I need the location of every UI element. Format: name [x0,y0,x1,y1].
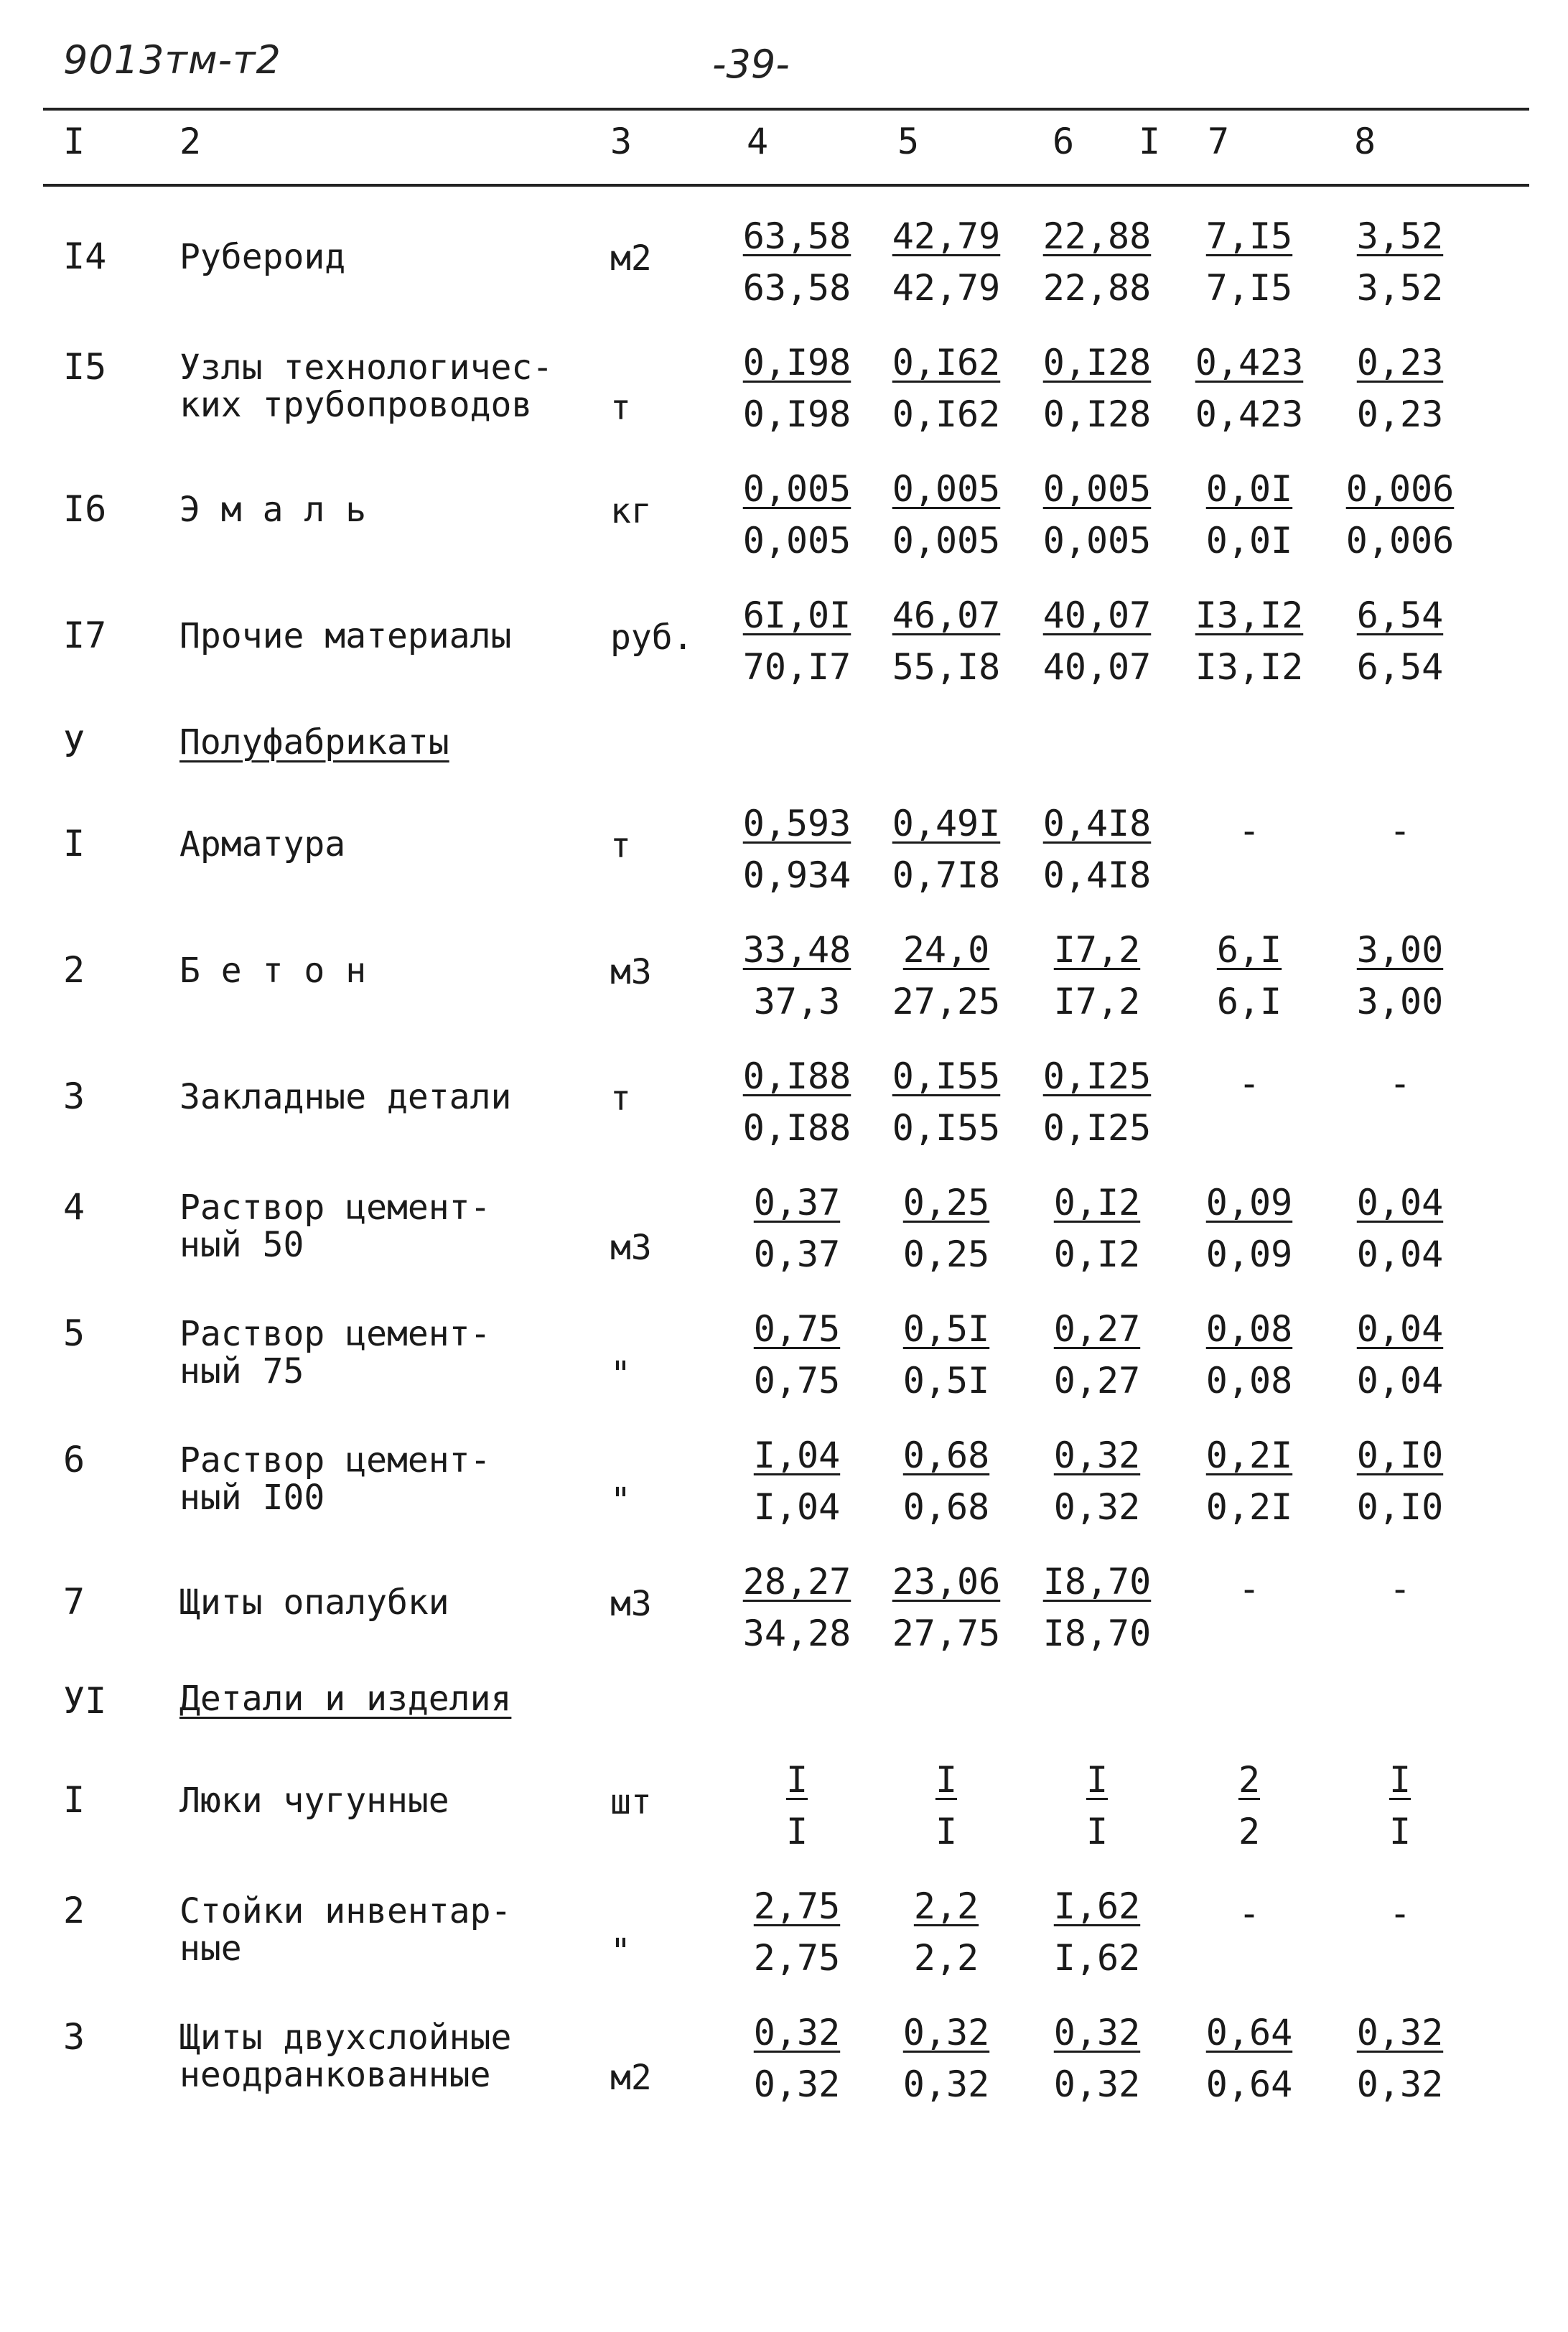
value-denominator: 6,I [1216,981,1282,1022]
value-cell [725,468,869,561]
value-cell [1025,1759,1169,1852]
value-denominator: 55,I8 [892,646,1001,688]
value-numerator: 0,27 [1053,1308,1141,1350]
value-numerator: 3,52 [1356,215,1444,257]
value-cell [1328,1182,1472,1275]
value-numerator: 6,54 [1356,594,1444,636]
top-rule [43,108,1529,111]
value-cell [725,2012,869,2105]
value-denominator: 0,32 [1356,2063,1444,2105]
unit-of-measure: т [610,388,631,428]
value-denominator: 0,32 [1053,1486,1141,1528]
row-number: 3 [63,2016,85,2058]
material-name: Люки чугунные [179,1781,449,1821]
value-numerator: I7,2 [1053,929,1141,971]
material-name: Прочие материалы [179,616,512,656]
value-denominator: 0,I62 [892,393,1001,435]
material-name: Щиты опалубки [179,1582,449,1623]
material-name: Узлы технологичес- ких трубопроводов [179,348,554,425]
value-numerator: 0,593 [742,803,851,844]
value-denominator: 0,I2 [1053,1233,1141,1275]
value-denominator: 0,27 [1053,1360,1141,1401]
page-number: -39- [712,42,790,87]
value-cell [874,342,1018,435]
value-numerator: 0,04 [1356,1182,1444,1223]
value-numerator: 2,75 [753,1885,841,1927]
row-number: I4 [63,235,107,277]
value-cell [1025,803,1169,896]
value-numerator: 0,005 [1042,468,1152,510]
value-denominator: 0,I25 [1042,1107,1152,1149]
value-numerator: 7,I5 [1205,215,1293,257]
row-number: 6 [63,1439,85,1480]
empty-value-dash: - [1389,1893,1411,1934]
value-cell [1177,1561,1321,1610]
empty-value-dash: - [1389,810,1411,852]
row-number: I7 [63,615,107,656]
value-denominator: 0,04 [1356,1360,1444,1401]
unit-of-measure: м2 [610,238,652,279]
value-denominator: 0,23 [1356,393,1444,435]
value-numerator: 46,07 [892,594,1001,636]
col-header-1: I [63,121,85,162]
value-cell [725,1055,869,1149]
value-cell [1025,468,1169,561]
unit-of-measure: " [610,1931,631,1972]
value-denominator: 0,0I [1205,520,1293,561]
value-denominator: I7,2 [1053,981,1141,1022]
value-denominator: 2 [1238,1811,1261,1852]
value-cell [1328,1759,1472,1852]
section-title: Полуфабрикаты [179,722,449,762]
value-denominator: 22,88 [1042,267,1152,309]
value-denominator: 0,32 [1053,2063,1141,2105]
material-name: Арматура [179,824,346,864]
row-number: У [63,724,85,765]
value-numerator: 2,2 [913,1885,979,1927]
value-denominator: 0,I88 [742,1107,851,1149]
value-denominator: 0,04 [1356,1233,1444,1275]
value-numerator: 3,00 [1356,929,1444,971]
value-cell [1025,1561,1169,1654]
value-cell [1177,594,1321,688]
value-cell [725,929,869,1022]
value-numerator: 0,32 [753,2012,841,2053]
value-numerator: 0,006 [1345,468,1455,510]
value-denominator: I3,I2 [1195,646,1304,688]
value-cell [725,1561,869,1654]
value-denominator: 0,005 [892,520,1001,561]
value-cell [1177,215,1321,309]
value-numerator: 24,0 [902,929,990,971]
value-cell [1025,594,1169,688]
value-cell [1025,1435,1169,1528]
material-name: Закладные детали [179,1077,512,1117]
value-denominator: 0,32 [753,2063,841,2105]
value-numerator: I [1389,1759,1411,1801]
value-cell [725,1435,869,1528]
value-denominator: 0,68 [902,1486,990,1528]
value-cell [725,1308,869,1401]
value-numerator: 0,32 [1356,2012,1444,2053]
value-numerator: 40,07 [1042,594,1152,636]
value-cell [1177,929,1321,1022]
row-number: 4 [63,1186,85,1228]
value-cell [725,1759,869,1852]
value-numerator: 0,I55 [892,1055,1001,1097]
value-numerator: 33,48 [742,929,851,971]
value-cell [1328,215,1472,309]
value-cell [874,594,1018,688]
value-denominator: 42,79 [892,267,1001,309]
value-numerator: 0,2I [1205,1435,1293,1476]
value-numerator: 6,I [1216,929,1282,971]
empty-value-dash: - [1238,1568,1261,1610]
value-cell [1328,803,1472,852]
material-name: Рубероид [179,237,346,277]
value-cell [1025,342,1169,435]
value-numerator: 0,I25 [1042,1055,1152,1097]
unit-of-measure: " [610,1354,631,1394]
value-cell [1177,342,1321,435]
value-numerator: 28,27 [742,1561,851,1603]
value-denominator: 0,09 [1205,1233,1293,1275]
value-numerator: 0,49I [892,803,1001,844]
material-name: Б е т о н [179,951,367,991]
empty-value-dash: - [1238,810,1261,852]
value-denominator: 34,28 [742,1613,851,1654]
value-denominator: I [935,1811,958,1852]
value-numerator: 2 [1238,1759,1261,1801]
value-denominator: 6,54 [1356,646,1444,688]
row-number: 2 [63,949,85,991]
value-numerator: 0,75 [753,1308,841,1350]
row-number: 7 [63,1581,85,1623]
col-header-5: 5 [897,121,920,162]
row-number: I5 [63,346,107,388]
value-numerator: 0,I2 [1053,1182,1141,1223]
value-cell [1328,1561,1472,1610]
value-denominator: 0,423 [1195,393,1304,435]
material-name: Щиты двухслойные неодранкованные [179,2018,512,2095]
value-cell [1177,1435,1321,1528]
col-header-4: 4 [747,121,769,162]
col-header-7: 7 [1208,121,1230,162]
value-cell [1177,1055,1321,1104]
empty-value-dash: - [1238,1893,1261,1934]
value-cell [725,803,869,896]
value-numerator: I [1086,1759,1109,1801]
value-cell [874,1759,1018,1852]
value-cell [725,342,869,435]
unit-of-measure: т [610,1078,631,1119]
value-numerator: I [785,1759,808,1801]
value-cell [1177,1182,1321,1275]
value-numerator: 0,I28 [1042,342,1152,383]
value-cell [1177,803,1321,852]
value-denominator: I8,70 [1042,1613,1152,1654]
value-cell [1025,2012,1169,2105]
material-name: Раствор цемент- ный 75 [179,1314,491,1391]
value-cell [1328,468,1472,561]
value-numerator: 0,0I [1205,468,1293,510]
value-cell [1328,594,1472,688]
unit-of-measure: шт [610,1782,652,1822]
document-code: 9013тм-т2 [63,37,281,83]
value-denominator: 0,37 [753,1233,841,1275]
value-numerator: I,04 [753,1435,841,1476]
row-number: УI [63,1680,107,1722]
value-denominator: I [1086,1811,1109,1852]
value-denominator: 0,2I [1205,1486,1293,1528]
value-numerator: 0,68 [902,1435,990,1476]
value-cell [874,1182,1018,1275]
col-header-8: 8 [1354,121,1376,162]
value-cell [1328,1885,1472,1934]
value-denominator: 2,75 [753,1937,841,1979]
unit-of-measure: м3 [610,1584,652,1624]
empty-value-dash: - [1389,1568,1411,1610]
value-cell [874,929,1018,1022]
value-cell [874,1561,1018,1654]
value-cell [874,2012,1018,2105]
material-name: Э м а л ь [179,490,367,530]
value-denominator: 63,58 [742,267,851,309]
value-numerator: 0,25 [902,1182,990,1223]
unit-of-measure: м3 [610,952,652,992]
value-denominator: 0,75 [753,1360,841,1401]
value-denominator: 0,I28 [1042,393,1152,435]
value-cell [1177,1759,1321,1852]
col-header-6: 6 [1053,121,1075,162]
value-numerator: 0,09 [1205,1182,1293,1223]
value-numerator: 42,79 [892,215,1001,257]
value-numerator: 0,64 [1205,2012,1293,2053]
value-denominator: 37,3 [753,981,841,1022]
value-numerator: 0,32 [1053,2012,1141,2053]
value-denominator: 0,25 [902,1233,990,1275]
value-numerator: 0,4I8 [1042,803,1152,844]
value-cell [874,803,1018,896]
value-denominator: 0,I98 [742,393,851,435]
value-cell [1177,1885,1321,1934]
value-cell [874,1885,1018,1979]
value-numerator: 63,58 [742,215,851,257]
value-numerator: I8,70 [1042,1561,1152,1603]
value-cell [1328,342,1472,435]
value-cell [725,1885,869,1979]
value-cell [1328,1435,1472,1528]
value-numerator: 0,5I [902,1308,990,1350]
value-denominator: 70,I7 [742,646,851,688]
value-denominator: 0,I55 [892,1107,1001,1149]
col-header-3: 3 [610,121,633,162]
value-cell [1025,929,1169,1022]
value-cell [725,1182,869,1275]
value-denominator: I [785,1811,808,1852]
value-cell [874,1435,1018,1528]
col-header-6-sub: I [1139,121,1161,162]
value-numerator: 0,32 [1053,1435,1141,1476]
value-denominator: 40,07 [1042,646,1152,688]
value-numerator: I,62 [1053,1885,1141,1927]
value-cell [1025,215,1169,309]
value-denominator: 2,2 [913,1937,979,1979]
value-cell [1328,1308,1472,1401]
value-denominator: I,62 [1053,1937,1141,1979]
value-numerator: 0,04 [1356,1308,1444,1350]
value-cell [1025,1182,1169,1275]
value-cell [1025,1055,1169,1149]
value-denominator: 0,005 [742,520,851,561]
value-numerator: 0,423 [1195,342,1304,383]
value-denominator: 27,75 [892,1613,1001,1654]
unit-of-measure: кг [610,491,652,531]
value-denominator: 0,I0 [1356,1486,1444,1528]
value-denominator: 0,64 [1205,2063,1293,2105]
row-number: I [63,1779,85,1821]
empty-value-dash: - [1238,1063,1261,1104]
value-cell [874,1055,1018,1149]
value-denominator: 0,006 [1345,520,1455,561]
value-numerator: 0,23 [1356,342,1444,383]
material-name: Раствор цемент- ный I00 [179,1440,491,1518]
value-denominator: 0,08 [1205,1360,1293,1401]
value-numerator: I3,I2 [1195,594,1304,636]
value-numerator: 0,08 [1205,1308,1293,1350]
value-numerator: 0,I0 [1356,1435,1444,1476]
value-denominator: I,04 [753,1486,841,1528]
material-name: Стойки инвентар- ные [179,1891,512,1969]
empty-value-dash: - [1389,1063,1411,1104]
value-numerator: 0,005 [892,468,1001,510]
value-numerator: 23,06 [892,1561,1001,1603]
row-number: 3 [63,1076,85,1117]
value-cell [1177,1308,1321,1401]
value-numerator: 0,37 [753,1182,841,1223]
section-title: Детали и изделия [179,1679,512,1719]
value-numerator: I [935,1759,958,1801]
value-cell [874,215,1018,309]
value-denominator: 7,I5 [1205,267,1293,309]
row-number: 5 [63,1312,85,1354]
value-denominator: 0,32 [902,2063,990,2105]
value-denominator: 3,52 [1356,267,1444,309]
value-cell [1025,1308,1169,1401]
row-number: I6 [63,488,107,530]
value-numerator: 0,32 [902,2012,990,2053]
unit-of-measure: " [610,1480,631,1521]
row-number: I [63,823,85,864]
unit-of-measure: т [610,826,631,866]
value-numerator: 0,005 [742,468,851,510]
value-numerator: 0,I98 [742,342,851,383]
unit-of-measure: руб. [610,617,694,658]
value-denominator: 3,00 [1356,981,1444,1022]
value-numerator: 0,I88 [742,1055,851,1097]
value-cell [1328,1055,1472,1104]
value-cell [1177,468,1321,561]
value-numerator: 22,88 [1042,215,1152,257]
value-denominator: 0,5I [902,1360,990,1401]
value-cell [1328,2012,1472,2105]
header-rule [43,184,1529,187]
value-denominator: 0,934 [742,854,851,896]
value-numerator: 0,I62 [892,342,1001,383]
value-cell [1328,929,1472,1022]
unit-of-measure: м3 [610,1228,652,1268]
material-name: Раствор цемент- ный 50 [179,1188,491,1265]
value-denominator: I [1389,1811,1411,1852]
value-cell [874,468,1018,561]
value-cell [874,1308,1018,1401]
value-denominator: 0,4I8 [1042,854,1152,896]
col-header-2: 2 [179,121,202,162]
value-denominator: 27,25 [892,981,1001,1022]
value-cell [725,594,869,688]
value-numerator: 6I,0I [742,594,851,636]
value-cell [1025,1885,1169,1979]
row-number: 2 [63,1890,85,1931]
value-denominator: 0,7I8 [892,854,1001,896]
value-denominator: 0,005 [1042,520,1152,561]
value-cell [1177,2012,1321,2105]
unit-of-measure: м2 [610,2058,652,2098]
value-cell [725,215,869,309]
